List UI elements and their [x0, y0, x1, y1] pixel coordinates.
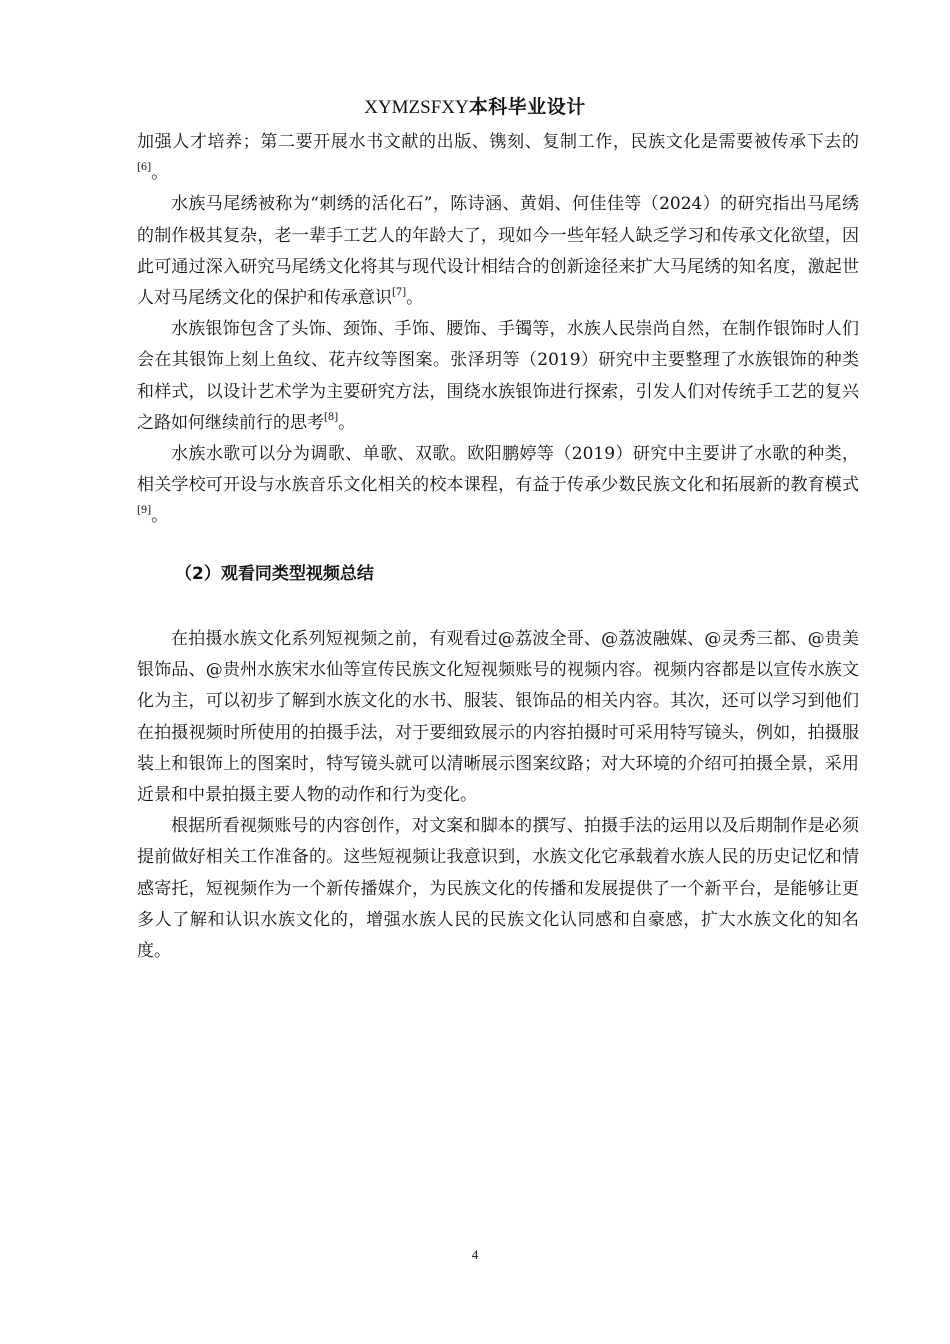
citation-ref: [7]	[392, 287, 407, 299]
body-text-section-2	[137, 624, 859, 967]
page-number: 4	[471, 1247, 479, 1262]
paragraph-silver-ornaments	[137, 314, 859, 439]
citation-ref: [6]	[137, 162, 152, 174]
paragraph-horsetail-embroidery	[137, 189, 859, 314]
paragraph-end: 。	[151, 506, 169, 527]
paragraph-summary: 根据所看视频账号的内容创作，对文案和脚本的撰写、拍摄手法的运用以及后期制作是必须提前做好相关工作准备的。这些短视频让我意识到，水族文化它承载着水族人民的历史记忆和情感寄托，短视频作为一个新传播媒介，为民族文化的传播和发展提供了一个新平台，是能够让更多人了解和认识水族文化的，增强水族人民的民族文化认同感和自豪感，扩大水族文化的知名度。	[137, 816, 859, 962]
paragraph-end: 。	[406, 288, 424, 309]
paragraph-end: 。	[151, 163, 169, 184]
section-heading: （2）观看同类型视频总结	[175, 564, 374, 584]
paragraph-continued	[137, 127, 859, 189]
paragraph-video-review: 在拍摄水族文化系列短视频之前，有观看过@荔波全哥、@荔波融媒、@灵秀三都、@贵美银饰品、@贵州水族宋水仙等宣传民族文化短视频账号的视频内容。视频内容都是以宣传水族文化为主，可以初步了解到水族文化的水书、服装、银饰品的相关内容。其次，还可以学习到他们在拍摄视频时所使用的拍摄手法，对于要细致展示的内容拍摄时可采用特写镜头，例如，拍摄服装上和银饰上的图案时，特写镜头就可以清晰展示图案纹路；对大环境的介绍可拍摄全景，采用近景和中景拍摄主要人物的动作和行为变化。	[137, 629, 859, 806]
header-title: 本科毕业设计	[468, 96, 586, 118]
page-header	[0, 94, 950, 121]
paragraph-water-songs	[137, 439, 859, 533]
header-code: XYMZSFXY	[364, 97, 469, 118]
paragraph-text: 水族马尾绣被称为“刺绣的活化石”，陈诗涵、黄娟、何佳佳等（2024）的研究指出马尾绣的制作极其复杂，老一辈手工艺人的年龄大了，现如今一些年轻人缺乏学习和传承文化欲望，因此可通过深入研究马尾绣文化将其与现代设计相结合的创新途径来扩大马尾绣的知名度，激起世人对马尾绣文化的保护和传承意识	[137, 194, 859, 309]
paragraph-text: 加强人才培养；第二要开展水书文献的出版、镌刻、复制工作，民族文化是需要被传承下去的	[137, 132, 859, 152]
paragraph-text: 水族银饰包含了头饰、颈饰、手饰、腰饰、手镯等，水族人民崇尚自然，在制作银饰时人们会在其银饰上刻上鱼纹、花卉纹等图案。张泽玥等（2019）研究中主要整理了水族银饰的种类和样式，以设计艺术学为主要研究方法，围绕水族银饰进行探索，引发人们对传统手工艺的复兴之路如何继续前行的思考	[137, 319, 859, 433]
citation-ref: [9]	[137, 505, 152, 517]
paragraph-text: 水族水歌可以分为调歌、单歌、双歌。欧阳鹏婷等（2019）研究中主要讲了水歌的种类，相关学校可开设与水族音乐文化相关的校本课程，有益于传承少数民族文化和拓展新的教育模式	[137, 444, 859, 496]
citation-ref: [8]	[324, 411, 339, 423]
body-text-section-1	[137, 127, 859, 533]
paragraph-end: 。	[338, 412, 356, 433]
